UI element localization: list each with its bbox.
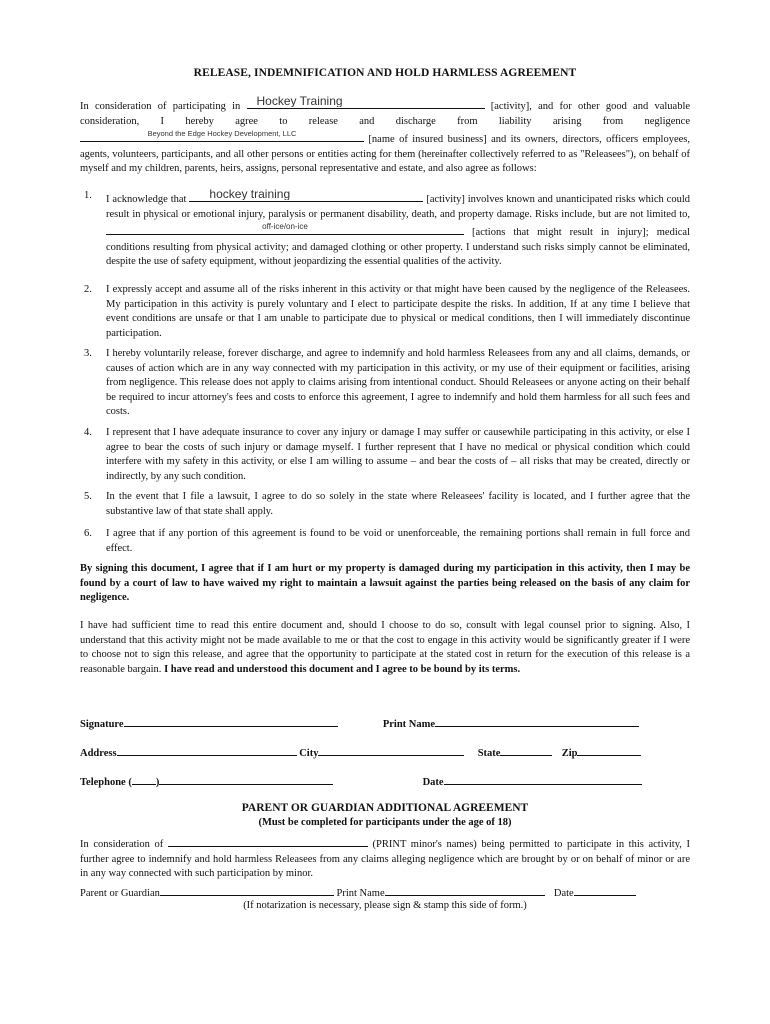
- parent-agreement-paragraph: [80, 835, 690, 882]
- parent-print-name-label: Print Name: [336, 888, 385, 899]
- print-name-label: Print Name: [382, 719, 436, 730]
- intro-text-2: [activity], and for other good and valuable consideration, I hereby agree to release and discharge from liability arising from negligence: [80, 101, 691, 127]
- clause-5-text: In the event that I file a lawsuit, I agree to do so solely in the state where Releasees' facility is located, and I further agree that the substantive law of that state shall apply.: [106, 491, 690, 517]
- clause-number: 4.: [84, 427, 92, 438]
- document-title: RELEASE, INDEMNIFICATION AND HOLD HARMLESS AGREEMENT: [193, 67, 577, 79]
- clause-6-text: I agree that if any portion of this agreement is found to be void or unenforceable, the remaining portions shall remain in full force and effect.: [106, 528, 690, 554]
- activity-field-value: Hockey Training: [256, 95, 343, 107]
- zip-field[interactable]: [577, 744, 641, 756]
- clause-1-text-3: [actions that might result in injury]; medical conditions resulting from physical activity; and damaged clothing or other property. I understand such risks simply cannot be eliminated, despite the use of safety equipment, without jeopardizing the essential qualities of the activity.: [106, 227, 690, 268]
- risks-field[interactable]: [106, 222, 464, 235]
- clause-number: 2.: [84, 284, 92, 295]
- waiver-statement: By signing this document, I agree that if I am hurt or my property is damaged during my participation in this activity, then I may be found by a court of law to have waived my right to maintain a lawsuit against the parties being released on the basis of any claim for negligence.: [80, 563, 690, 604]
- telephone-row: [80, 773, 680, 791]
- address-field[interactable]: [117, 744, 297, 756]
- parent-date-label: Date: [553, 888, 574, 899]
- clause-number: 3.: [84, 348, 92, 359]
- area-code-field[interactable]: [132, 773, 156, 785]
- parent-text-2: (PRINT minor's names) being permitted to participate in this activity, I further agree to indemnify and hold harmless Releasees from any claims alleging negligence which are brought by or on behalf of minor or are in any way connected with such participation by minor.: [80, 839, 691, 880]
- parent-guardian-signature-field[interactable]: [160, 884, 334, 896]
- clause-3-text: I hereby voluntarily release, forever discharge, and agree to indemnify and hold harmless Releasees from any and all claims, demands, or causes of action which are in any way connected with my participation in this activity, or my use of their equipment or facilities, arising from negligence. This release does not apply to claims arising from intentional conduct. Should Releasees or anyone acting on their behalf be required to incur attorney's fees and costs to enforce this agreement, I agree to indemnify and hold them harmless for all such fees and costs.: [106, 348, 690, 418]
- parent-text-1: In consideration of: [80, 839, 164, 850]
- clause-4-text: I represent that I have adequate insurance to cover any injury or damage I may suffer or causewhile participating in this activity, or else I agree to bear the costs of such injury or damage myself. I further represent that I have no medical or physical condition which could interfere with my safety in this activity, or else I am willing to assume – and bear the costs of – all risks that may be created, directly or indirectly, by any such condition.: [106, 427, 690, 482]
- clause-1-text-1: I acknowledge that: [106, 194, 187, 205]
- clause-2-text: I expressly accept and assume all of the risks inherent in this activity or that might have been caused by the negligence of the Releasees. My participation in this activity is purely voluntary and I elect to participate despite the risks. In addition, If at any time I believe that event conditions are unsafe or that I am unable to participate due to physical or medical conditions, then I will immediately discontinue participation.: [106, 284, 690, 339]
- acknowledged-activity-field[interactable]: [189, 189, 423, 202]
- insured-business-field[interactable]: [80, 129, 364, 142]
- city-label: City: [299, 748, 319, 759]
- clause-number: 1.: [84, 190, 92, 201]
- state-label: State: [477, 748, 501, 759]
- clause-number: 6.: [84, 528, 92, 539]
- clause-6: [80, 527, 690, 556]
- parent-agreement-subheading: (Must be completed for participants under the age of 18): [258, 817, 512, 828]
- clause-5: [80, 490, 690, 519]
- risks-field-value: off-ice/on-ice: [262, 222, 308, 232]
- activity-field[interactable]: [247, 96, 485, 109]
- telephone-label: Telephone (: [80, 777, 132, 788]
- date-field[interactable]: [444, 773, 642, 785]
- clause-1-text-2: [activity] involves known and unanticipated risks which could result in physical or emotional injury, paralysis or permanent disability, death, and property damage. Risks include, but are not limited to,: [106, 194, 691, 220]
- city-field[interactable]: [318, 744, 464, 756]
- address-label: Address: [80, 748, 117, 759]
- telephone-close-paren: ): [155, 777, 160, 788]
- minor-names-field[interactable]: [168, 835, 368, 847]
- signature-field[interactable]: [124, 715, 338, 727]
- print-name-field[interactable]: [435, 715, 639, 727]
- intro-text-3: [name of insured business] and its owners, directors, officers employees, agents, volunteers, participants, and all other persons or entities acting for them (hereinafter collectively referred to as "Releasees"), on behalf of myself and my children, parents, heirs, assigns, personal representative and estate, and also agree as follows:: [80, 134, 690, 175]
- zip-label: Zip: [561, 748, 578, 759]
- parent-date-field[interactable]: [574, 884, 636, 896]
- date-label: Date: [422, 777, 444, 788]
- insured-business-field-value: Beyond the Edge Hockey Development, LLC: [147, 129, 297, 139]
- clause-2: [80, 283, 690, 341]
- parent-print-name-field[interactable]: [385, 884, 545, 896]
- acknowledgement-text: I have had sufficient time to read this entire document and, should I choose to do so, consult with legal counsel prior to signing. Also, I understand that this activity might not be made available to me or that the cost to engage in this activity would be significantly greater if I were to choose not to sign this release, and agree that the opportunity to participate at the stated cost in return for the execution of this release is a reasonable bargain.: [80, 620, 690, 675]
- clause-1: [80, 189, 690, 270]
- clause-4: [80, 426, 690, 484]
- parent-agreement-heading: PARENT OR GUARDIAN ADDITIONAL AGREEMENT: [241, 802, 529, 814]
- acknowledged-activity-value: hockey training: [209, 188, 291, 200]
- signature-row: [80, 715, 680, 733]
- telephone-field[interactable]: [159, 773, 333, 785]
- signature-label: Signature: [80, 719, 124, 730]
- acknowledgement-bold-text: I have read and understood this document and I agree to be bound by its terms.: [164, 663, 521, 675]
- clause-3: [80, 347, 690, 420]
- state-field[interactable]: [500, 744, 552, 756]
- acknowledgement-paragraph: [80, 619, 690, 677]
- clause-number: 5.: [84, 491, 92, 502]
- intro-text-1: In consideration of participating in: [80, 101, 241, 112]
- address-row: [80, 744, 680, 762]
- intro-paragraph: [80, 96, 690, 177]
- notarization-note: (If notarization is necessary, please sign & stamp this side of form.): [243, 900, 527, 911]
- parent-guardian-label: Parent or Guardian: [80, 888, 160, 899]
